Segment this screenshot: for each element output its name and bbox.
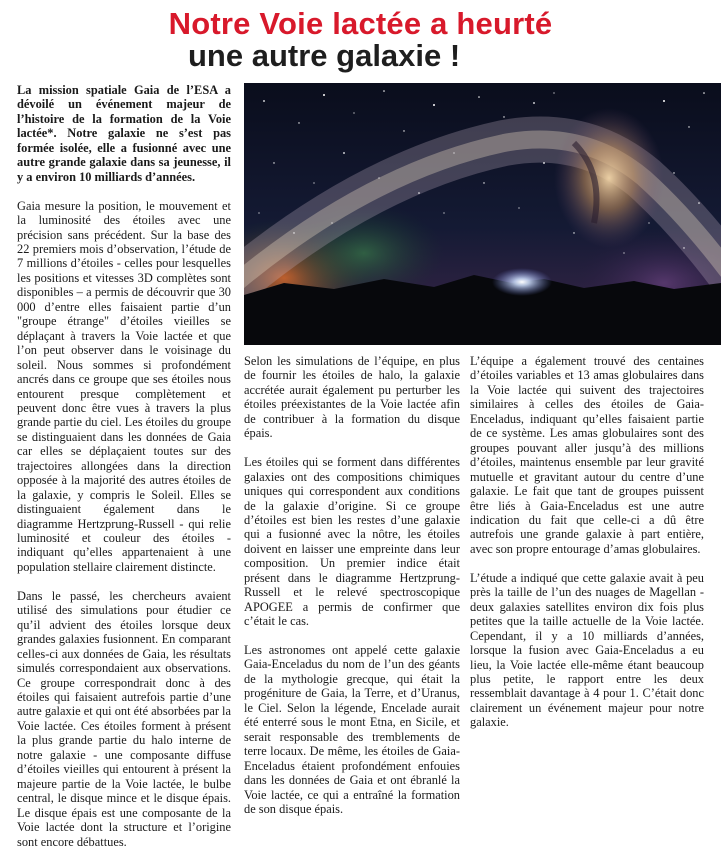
article-title-line1: Notre Voie lactée a heurté <box>168 6 553 41</box>
article-column-1 <box>17 83 231 863</box>
body-paragraph: Les étoiles qui se forment dans différentes galaxies ont des compositions chimiques uniques qui correspondent aux conditions de la galaxie d’origine. Si ce groupe d’étoiles est bien les restes d’une galaxie qui a fusionné avec la nôtre, les étoiles doivent en laisser une empreinte dans leur composition. Un premier indice était présent dans le diagramme Hertzprung-Russell et le relevé spectroscopique APOGEE a permis de confirmer que c’était le cas. <box>244 455 460 629</box>
lead-paragraph: La mission spatiale Gaia de l’ESA a dévoilé un événement majeur de l’histoire de la formation de la Voie lactée*. Notre galaxie ne s’est pas formée isolée, elle a fusionné avec une autre grande galaxie dans sa jeunesse, il y a environ 10 milliards d’années. <box>17 83 231 184</box>
body-paragraph: Dans le passé, les chercheurs avaient utilisé des simulations pour étudier ce qu’il advient des étoiles lorsque deux grandes galaxies fusionnent. En comparant celles-ci aux données de Gaia, les résultats simulés correspondaient aux observations. Ce groupe correspondrait donc à des étoiles qui faisaient autrefois partie d’une autre galaxie et qui ont été absorbées par la Voie lactée. Ces étoiles forment à présent la plus grande partie du halo interne de notre galaxie - une composante diffuse d’étoiles vieilles qui entourent à présent la majeure partie de la Voie lactée, le bulbe central, le disque mince et le disque épais. Le disque épais est une composante de la Voie lactée dont la structure et l’origine sont encore débattues. <box>17 588 231 849</box>
milky-way-photo <box>244 83 721 345</box>
body-paragraph: L’étude a indiqué que cette galaxie avait à peu près la taille de l’un des nuages de Magellan - deux galaxies satellites environ dix fois plus petites que la taille actuelle de la Voie lactée. Cependant, il y a 10 milliards d’années, lorsque la fusion avec Gaia-Enceladus a eu lieu, la Voie lactée elle-même étant beaucoup plus petite, le rapport entre les deux ressemblait davantage à 4 pour 1. C’était donc clairement un événement majeur pour notre galaxie. <box>470 570 704 730</box>
body-paragraph: Les astronomes ont appelé cette galaxie Gaia-Enceladus du nom de l’un des géants de la mythologie grecque, qui était la progéniture de Gaia, la Terre, et d’Uranus, le Ciel. Selon la légende, Encelade aurait été enterré sous le mont Etna, en Sicile, et serait responsable des tremblements de terre locaux. De même, les étoiles de Gaia-Enceladus étaient profondément enfouies dans les données de Gaia et ont ébranlé la Voie lactée, ce qui a entraîné la formation de son disque épais. <box>244 643 460 817</box>
article-title-line2: une autre galaxie ! <box>188 38 461 73</box>
body-paragraph: L’équipe a également trouvé des centaines d’étoiles variables et 13 amas globulaires dans la Voie lactée qui suivent des trajectoires similaires à celles des étoiles de Gaia-Enceladus, indiquant qu’elles faisaient partie de ce système. Les amas globulaires sont des groupes pouvant aller jusqu’à des millions d’étoiles, maintenus ensemble par leur gravité mutuelle et gravitant autour du centre d’une galaxie. Le fait que tant de groupes puissent être liés à Gaia-Enceladus est une autre indication du fait que celle-ci a dû être autrefois une grande galaxie à part entière, avec son propre entourage d’amas globulaires. <box>470 354 704 556</box>
body-paragraph: Selon les simulations de l’équipe, en plus de fournir les étoiles de halo, la galaxie accrétée aurait également pu perturber les étoiles préexistantes de la Voie lactée afin de contribuer à la formation du disque épais. <box>244 354 460 441</box>
article-column-2 <box>244 354 460 831</box>
body-paragraph: Gaia mesure la position, le mouvement et la luminosité des étoiles avec une précision sans précédent. Sur la base des 22 premiers mois d’observation, l’étude de 7 millions d’étoiles - celles pour lesquelles les positions et vitesses 3D complètes sont disponibles – a permis de découvrir que 30 000 d’entre elles faisaient partie d’un "groupe étrange" d’étoiles vieilles se déplaçant à travers la Voie lactée et que l’on peut observer dans le voisinage du soleil. Nous sommes si profondément ancrés dans ce groupe que ses étoiles nous entourent presque complètement et peuvent donc être vues à travers la plus grande partie du ciel. Les étoiles du groupe se distinguaient dans les données de Gaia car elles se déplaçaient toutes sur des trajectoires allongées dans la direction opposée à la majorité des autres étoiles de la galaxie, y compris le Soleil. Elles se distinguaient également dans le diagramme Hertzprung-Russell - qui relie luminosité et couleur des étoiles - indiquant qu’elles appartenaient à une population stellaire clairement distincte. <box>17 198 232 574</box>
article-column-3 <box>470 354 704 744</box>
